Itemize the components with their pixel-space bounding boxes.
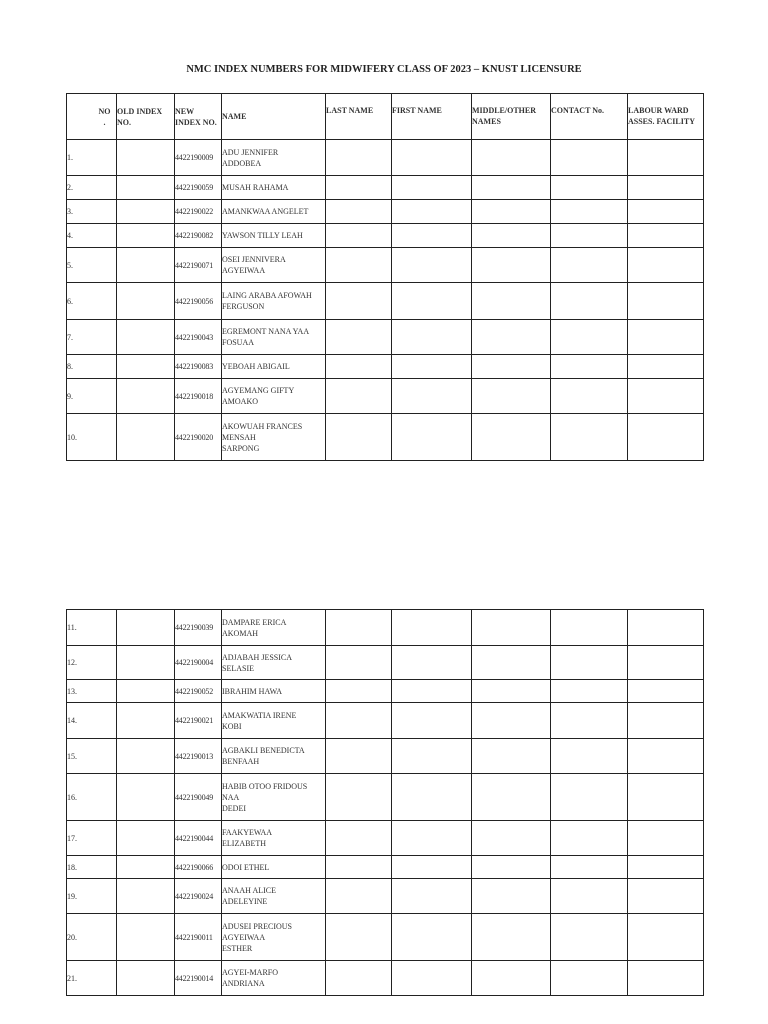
labour-ward-cell [628, 248, 704, 283]
labour-ward-cell [628, 224, 704, 248]
first-name-cell [392, 248, 472, 283]
row-number: 3. [67, 200, 117, 224]
table-row [67, 961, 704, 996]
middle-names-cell [472, 140, 551, 176]
table-row [67, 703, 704, 739]
table-row [67, 914, 704, 961]
name-line: MUSAH RAHAMA [222, 183, 289, 192]
name-cell [222, 739, 326, 774]
labour-ward-cell [628, 283, 704, 320]
old-index-cell [117, 200, 175, 224]
middle-names-cell [472, 821, 551, 856]
new-index-cell: 4422190044 [175, 821, 222, 856]
table-row [67, 140, 704, 176]
contact-cell [551, 774, 628, 821]
name-line: ODOI ETHEL [222, 862, 270, 872]
row-number: 10. [67, 414, 117, 461]
labour-ward-cell [628, 379, 704, 414]
row-number: 6. [67, 283, 117, 320]
last-name-cell [326, 283, 392, 320]
new-index-cell: 4422190039 [175, 610, 222, 646]
name-cell [222, 680, 326, 703]
new-index-cell: 4422190018 [175, 379, 222, 414]
first-name-cell [392, 856, 472, 879]
name-line: YEBOAH ABIGAIL [222, 362, 290, 371]
name-line: AGYEIWAA [222, 266, 266, 275]
last-name-cell [326, 414, 392, 461]
row-number: 2. [67, 176, 117, 200]
labour-ward-cell [628, 610, 704, 646]
middle-names-cell [472, 320, 551, 355]
middle-names-cell [472, 248, 551, 283]
last-name-cell [326, 224, 392, 248]
new-index-cell: 4422190056 [175, 283, 222, 320]
index-table-part-1 [66, 93, 704, 461]
table-row [67, 224, 704, 248]
last-name-cell [326, 140, 392, 176]
first-name-cell [392, 200, 472, 224]
name-line: AMOAKO [222, 397, 258, 406]
labour-ward-cell [628, 961, 704, 996]
middle-names-cell [472, 774, 551, 821]
first-name-cell [392, 821, 472, 856]
name-cell [222, 821, 326, 856]
last-name-cell [326, 703, 392, 739]
old-index-cell [117, 610, 175, 646]
name-cell [222, 283, 326, 320]
name-line: FERGUSON [222, 302, 265, 311]
old-index-cell [117, 961, 175, 996]
header-labour-ward: LABOUR WARD ASSES. FACILITY [628, 94, 704, 140]
contact-cell [551, 879, 628, 914]
row-number: 9. [67, 379, 117, 414]
new-index-cell: 4422190049 [175, 774, 222, 821]
header-name: NAME [222, 94, 326, 140]
row-number: 1. [67, 140, 117, 176]
row-number: 20. [67, 914, 117, 961]
name-line: EGREMONT NANA YAA [222, 327, 310, 336]
first-name-cell [392, 914, 472, 961]
name-line: FOSUAA [222, 338, 255, 347]
table-row [67, 856, 704, 879]
name-line: ESTHER [222, 943, 253, 953]
name-cell [222, 914, 326, 961]
old-index-cell [117, 224, 175, 248]
middle-names-cell [472, 961, 551, 996]
last-name-cell [326, 355, 392, 379]
name-line: ANAAH ALICE [222, 886, 276, 895]
middle-names-cell [472, 703, 551, 739]
last-name-cell [326, 248, 392, 283]
name-line: BENFAAH [222, 757, 260, 766]
name-cell [222, 961, 326, 996]
labour-ward-cell [628, 914, 704, 961]
middle-names-cell [472, 355, 551, 379]
name-line: AMAKWATIA IRENE [222, 710, 297, 720]
labour-ward-cell [628, 140, 704, 176]
index-table-part-2 [66, 609, 704, 996]
labour-ward-cell [628, 320, 704, 355]
old-index-cell [117, 176, 175, 200]
table-row [67, 248, 704, 283]
last-name-cell [326, 379, 392, 414]
name-line: ADU JENNIFER [222, 147, 279, 157]
contact-cell [551, 200, 628, 224]
table-row [67, 283, 704, 320]
new-index-cell: 4422190004 [175, 646, 222, 680]
name-line: LAING ARABA AFOWAH [222, 291, 312, 300]
first-name-cell [392, 414, 472, 461]
table-row [67, 739, 704, 774]
old-index-cell [117, 646, 175, 680]
last-name-cell [326, 856, 392, 879]
table-row [67, 821, 704, 856]
middle-names-cell [472, 739, 551, 774]
name-line: AKOWUAH FRANCES [222, 421, 303, 431]
name-cell [222, 176, 326, 200]
labour-ward-cell [628, 774, 704, 821]
new-index-cell: 4422190071 [175, 248, 222, 283]
name-line: ADDOBEA [222, 158, 262, 168]
name-cell [222, 248, 326, 283]
last-name-cell [326, 914, 392, 961]
old-index-cell [117, 879, 175, 914]
first-name-cell [392, 176, 472, 200]
contact-cell [551, 283, 628, 320]
new-index-cell: 4422190014 [175, 961, 222, 996]
new-index-cell: 4422190022 [175, 200, 222, 224]
middle-names-cell [472, 856, 551, 879]
row-number: 13. [67, 680, 117, 703]
name-line: KOBI [222, 721, 242, 731]
labour-ward-cell [628, 414, 704, 461]
name-line: ANDRIANA [222, 979, 265, 988]
header-last-name: LAST NAME [326, 94, 392, 140]
contact-cell [551, 248, 628, 283]
row-number: 14. [67, 703, 117, 739]
first-name-cell [392, 774, 472, 821]
middle-names-cell [472, 646, 551, 680]
name-line: FAAKYEWAA [222, 828, 273, 837]
first-name-cell [392, 283, 472, 320]
name-line: AGYEMANG GIFTY [222, 386, 295, 395]
name-line: AKOMAH [222, 628, 258, 638]
table-row [67, 379, 704, 414]
old-index-cell [117, 320, 175, 355]
name-cell [222, 224, 326, 248]
labour-ward-cell [628, 680, 704, 703]
labour-ward-cell [628, 879, 704, 914]
labour-ward-cell [628, 703, 704, 739]
row-number: 4. [67, 224, 117, 248]
name-line: AGYEIWAA [222, 932, 266, 942]
last-name-cell [326, 961, 392, 996]
name-cell [222, 703, 326, 739]
row-number: 21. [67, 961, 117, 996]
name-line: IBRAHIM HAWA [222, 686, 283, 696]
old-index-cell [117, 248, 175, 283]
new-index-cell: 4422190021 [175, 703, 222, 739]
first-name-cell [392, 610, 472, 646]
first-name-cell [392, 379, 472, 414]
last-name-cell [326, 680, 392, 703]
table-row [67, 680, 704, 703]
name-cell [222, 379, 326, 414]
new-index-cell: 4422190059 [175, 176, 222, 200]
row-number: 11. [67, 610, 117, 646]
last-name-cell [326, 739, 392, 774]
middle-names-cell [472, 283, 551, 320]
header-no: NO . [67, 94, 117, 140]
labour-ward-cell [628, 200, 704, 224]
header-new-index: NEW INDEX NO. [175, 94, 222, 140]
contact-cell [551, 703, 628, 739]
row-number: 7. [67, 320, 117, 355]
header-first-name: FIRST NAME [392, 94, 472, 140]
contact-cell [551, 320, 628, 355]
last-name-cell [326, 200, 392, 224]
new-index-cell: 4422190020 [175, 414, 222, 461]
labour-ward-cell [628, 739, 704, 774]
row-number: 8. [67, 355, 117, 379]
first-name-cell [392, 646, 472, 680]
name-cell [222, 879, 326, 914]
row-number: 17. [67, 821, 117, 856]
header-old-index: OLD INDEX NO. [117, 94, 175, 140]
name-line: SARPONG [222, 443, 260, 453]
name-cell [222, 610, 326, 646]
contact-cell [551, 224, 628, 248]
name-line: SELASIE [222, 663, 254, 673]
last-name-cell [326, 774, 392, 821]
table-row [67, 646, 704, 680]
first-name-cell [392, 739, 472, 774]
row-number: 15. [67, 739, 117, 774]
name-line: NAA [222, 792, 240, 802]
header-middle-names: MIDDLE/OTHER NAMES [472, 94, 551, 140]
middle-names-cell [472, 224, 551, 248]
middle-names-cell [472, 379, 551, 414]
name-line: ADUSEI PRECIOUS [222, 921, 293, 931]
old-index-cell [117, 821, 175, 856]
name-cell [222, 320, 326, 355]
new-index-cell: 4422190082 [175, 224, 222, 248]
last-name-cell [326, 821, 392, 856]
name-cell [222, 774, 326, 821]
contact-cell [551, 646, 628, 680]
new-index-cell: 4422190083 [175, 355, 222, 379]
new-index-cell: 4422190011 [175, 914, 222, 961]
first-name-cell [392, 961, 472, 996]
labour-ward-cell [628, 646, 704, 680]
middle-names-cell [472, 610, 551, 646]
table-body-1 [67, 140, 704, 461]
first-name-cell [392, 355, 472, 379]
table-row [67, 610, 704, 646]
contact-cell [551, 414, 628, 461]
row-number: 19. [67, 879, 117, 914]
old-index-cell [117, 914, 175, 961]
name-cell [222, 856, 326, 879]
first-name-cell [392, 140, 472, 176]
last-name-cell [326, 176, 392, 200]
old-index-cell [117, 680, 175, 703]
name-cell [222, 414, 326, 461]
middle-names-cell [472, 176, 551, 200]
row-number: 18. [67, 856, 117, 879]
name-line: OSEI JENNIVERA [222, 255, 286, 264]
old-index-cell [117, 355, 175, 379]
name-cell [222, 646, 326, 680]
contact-cell [551, 355, 628, 379]
last-name-cell [326, 320, 392, 355]
name-line: DAMPARE ERICA [222, 617, 287, 627]
new-index-cell: 4422190066 [175, 856, 222, 879]
old-index-cell [117, 379, 175, 414]
contact-cell [551, 140, 628, 176]
name-line: AGYEI-MARFO [222, 968, 278, 977]
middle-names-cell [472, 414, 551, 461]
first-name-cell [392, 703, 472, 739]
table-row [67, 774, 704, 821]
name-line: AMANKWAA ANGELET [222, 207, 309, 216]
name-line: ELIZABETH [222, 839, 266, 848]
first-name-cell [392, 320, 472, 355]
labour-ward-cell [628, 176, 704, 200]
last-name-cell [326, 610, 392, 646]
first-name-cell [392, 680, 472, 703]
row-number: 12. [67, 646, 117, 680]
name-cell [222, 200, 326, 224]
table-row [67, 200, 704, 224]
new-index-cell: 4422190052 [175, 680, 222, 703]
table-row [67, 879, 704, 914]
contact-cell [551, 680, 628, 703]
table-row [67, 320, 704, 355]
table-row [67, 176, 704, 200]
old-index-cell [117, 856, 175, 879]
table-body-2 [67, 610, 704, 996]
old-index-cell [117, 703, 175, 739]
name-line: MENSAH [222, 432, 256, 442]
old-index-cell [117, 774, 175, 821]
name-cell [222, 355, 326, 379]
contact-cell [551, 961, 628, 996]
middle-names-cell [472, 680, 551, 703]
new-index-cell: 4422190024 [175, 879, 222, 914]
middle-names-cell [472, 200, 551, 224]
first-name-cell [392, 879, 472, 914]
contact-cell [551, 739, 628, 774]
contact-cell [551, 176, 628, 200]
contact-cell [551, 821, 628, 856]
old-index-cell [117, 739, 175, 774]
name-line: ADJABAH JESSICA [222, 652, 293, 662]
old-index-cell [117, 283, 175, 320]
name-line: AGBAKLI BENEDICTA [222, 746, 305, 755]
row-number: 5. [67, 248, 117, 283]
name-line: HABIB OTOO FRIDOUS [222, 781, 308, 791]
contact-cell [551, 914, 628, 961]
old-index-cell [117, 414, 175, 461]
header-contact: CONTACT No. [551, 94, 628, 140]
new-index-cell: 4422190043 [175, 320, 222, 355]
middle-names-cell [472, 879, 551, 914]
middle-names-cell [472, 914, 551, 961]
row-number: 16. [67, 774, 117, 821]
new-index-cell: 4422190013 [175, 739, 222, 774]
name-line: ADELEYINE [222, 897, 268, 906]
first-name-cell [392, 224, 472, 248]
name-cell [222, 140, 326, 176]
labour-ward-cell [628, 355, 704, 379]
labour-ward-cell [628, 856, 704, 879]
contact-cell [551, 610, 628, 646]
new-index-cell: 4422190009 [175, 140, 222, 176]
name-line: YAWSON TILLY LEAH [222, 231, 303, 240]
page-title: NMC INDEX NUMBERS FOR MIDWIFERY CLASS OF 2023 – KNUST LICENSURE [186, 64, 582, 75]
table-row [67, 355, 704, 379]
old-index-cell [117, 140, 175, 176]
last-name-cell [326, 879, 392, 914]
labour-ward-cell [628, 821, 704, 856]
contact-cell [551, 856, 628, 879]
contact-cell [551, 379, 628, 414]
table-row [67, 414, 704, 461]
header-row [67, 94, 704, 140]
name-line: DEDEI [222, 803, 246, 813]
last-name-cell [326, 646, 392, 680]
